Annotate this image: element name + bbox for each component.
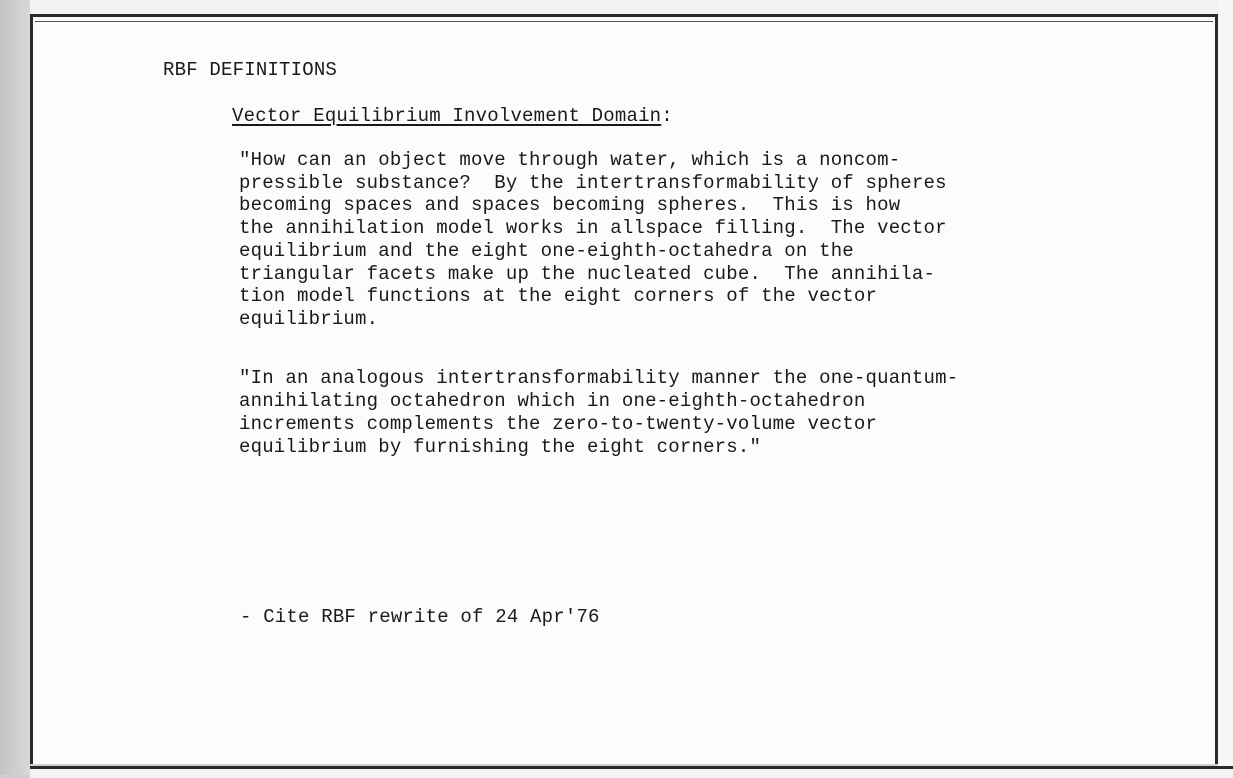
quote-paragraph-1: "How can an object move through water, which is a noncom- pressible substance? By the intertransformability of spheres becoming spaces and spaces becoming spheres. This is how the annihilation model works in allspace filling. The vector equilibrium and the eight one-eighth-octahedra on the triangular facets make up the nucleated cube. The annihila- tion model functions at the eight corners of the vector equilibrium. bbox=[239, 149, 947, 330]
entry-heading bbox=[232, 104, 673, 128]
scan-left-margin bbox=[0, 0, 30, 775]
entry-title: Vector Equilibrium Involvement Domain bbox=[232, 105, 662, 127]
quote-paragraph-2: "In an analogous intertransformability manner the one-quantum- annihilating octahedron which in one-eighth-octahedron increments complements the zero-to-twenty-volume vector equilibrium by furnishing the eight corners." bbox=[239, 367, 959, 458]
scan-bottom-margin bbox=[30, 766, 1233, 778]
scan-right-margin bbox=[1218, 0, 1233, 775]
card-inner-rule bbox=[35, 21, 1213, 22]
citation: - Cite RBF rewrite of 24 Apr'76 bbox=[240, 606, 600, 628]
section-header: RBF DEFINITIONS bbox=[163, 59, 338, 81]
entry-title-colon: : bbox=[661, 105, 673, 127]
